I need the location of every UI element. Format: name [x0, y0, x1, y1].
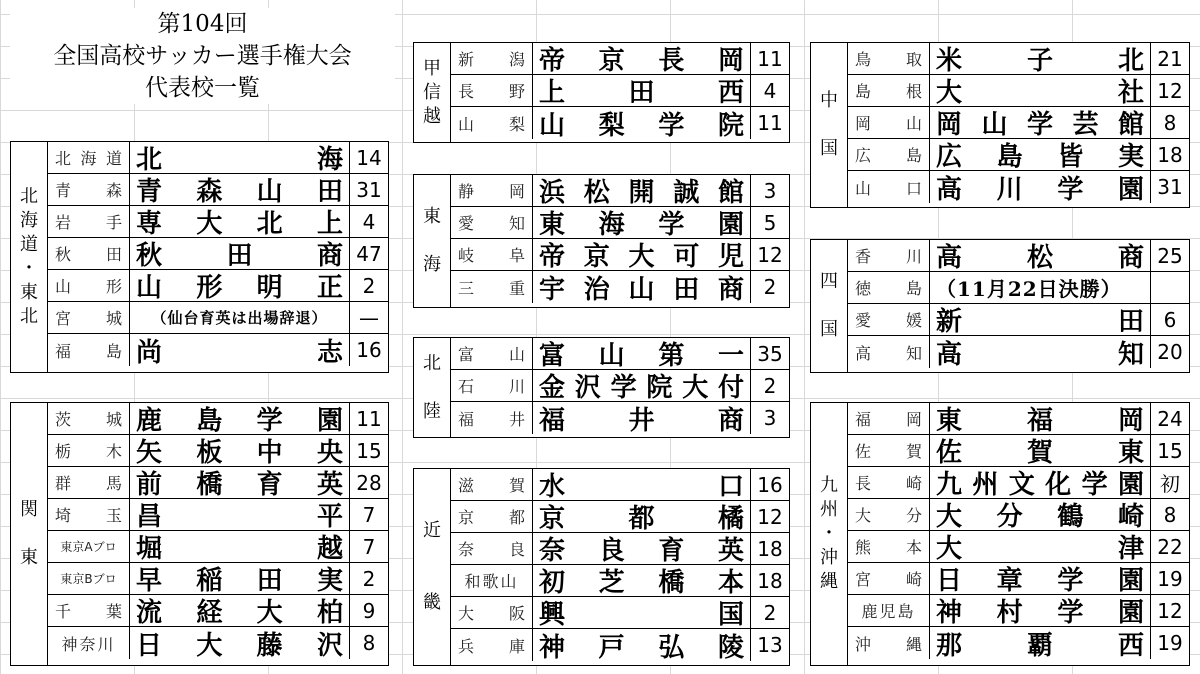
prefecture-cell: 京 都 — [451, 501, 533, 532]
school-name-cell: 京 都 橘 — [533, 501, 751, 532]
prefecture-cell: 佐 賀 — [848, 435, 930, 466]
prefecture-cell: 沖 縄 — [848, 627, 930, 659]
appearance-count-cell: 25 — [1157, 243, 1183, 268]
school-row — [451, 370, 789, 402]
school-name-cell: 東 海 学 園 — [533, 207, 751, 238]
prefecture-cell: 北 海 道 — [48, 142, 130, 173]
region-label-char: 陸 — [423, 400, 441, 422]
prefecture-cell: 長 崎 — [848, 467, 930, 498]
appearance-count-cell: 12 — [1157, 78, 1183, 103]
region-label-char: 信 — [423, 81, 441, 103]
school-name-cell: 水 口 — [533, 469, 751, 500]
appearance-count-cell: 3 — [763, 178, 777, 203]
prefecture-cell: 大 阪 — [451, 597, 533, 628]
appearance-count-cell: 24 — [1157, 406, 1183, 431]
school-name-cell: 広 島 皆 実 — [930, 139, 1151, 170]
school-row — [848, 403, 1189, 435]
appearance-count-cell: 12 — [1157, 598, 1183, 623]
prefecture-cell: 大 分 — [848, 499, 930, 530]
school-row — [848, 531, 1189, 563]
school-name-cell: 山 梨 学 院 — [533, 107, 751, 139]
appearance-count-cell: 13 — [757, 633, 783, 657]
school-row — [451, 469, 789, 501]
school-name-cell: 浜 松 開 誠 館 — [533, 175, 751, 206]
prefecture-cell: 鳥 取 — [848, 43, 930, 74]
appearance-count-cell: 15 — [356, 438, 382, 463]
school-name-cell: 帝 京 大 可 児 — [533, 239, 751, 270]
prefecture-cell: 広 島 — [848, 139, 930, 170]
region-label — [414, 43, 451, 142]
school-row — [848, 304, 1189, 336]
prefecture-cell: 静 岡 — [451, 175, 533, 206]
school-row — [848, 75, 1189, 107]
appearance-count-cell: 18 — [757, 568, 783, 593]
appearance-count-cell: 31 — [1157, 175, 1183, 199]
school-row — [451, 75, 789, 107]
region-label-char: 畿 — [423, 592, 441, 613]
region-label-char: 中 — [820, 90, 838, 111]
school-name-cell: 岡 山 学 芸 館 — [930, 107, 1151, 138]
school-name-cell: 神 戸 弘 陵 — [533, 629, 751, 661]
school-row — [451, 533, 789, 565]
school-row — [48, 174, 388, 206]
prefecture-cell: 愛 知 — [451, 207, 533, 238]
prefecture-cell: 兵 庫 — [451, 629, 533, 661]
school-name-cell: 奈 良 育 英 — [533, 533, 751, 564]
prefecture-cell: 新 潟 — [451, 43, 533, 74]
region-label-char: 東 — [423, 206, 441, 227]
prefecture-cell: 山 梨 — [451, 107, 533, 139]
region-label — [811, 240, 848, 372]
school-row — [848, 171, 1189, 203]
region-chugoku — [810, 42, 1190, 208]
region-label-char — [826, 113, 832, 137]
prefecture-cell: 鹿児島 — [848, 595, 930, 626]
page-title — [10, 8, 395, 104]
prefecture-cell: 栃 木 — [48, 435, 130, 466]
school-row — [48, 435, 388, 467]
region-koshinetsu — [413, 42, 790, 143]
school-row — [451, 107, 789, 139]
school-row — [451, 175, 789, 207]
region-label — [11, 142, 48, 372]
prefecture-cell: 石 川 — [451, 370, 533, 401]
school-name-cell: 高 松 商 — [930, 240, 1151, 271]
region-label — [414, 469, 451, 665]
school-name-cell: 東 福 岡 — [930, 403, 1151, 434]
appearance-count-cell: 2 — [362, 566, 376, 591]
prefecture-cell: 高 知 — [848, 336, 930, 368]
appearance-count-cell: 8 — [1163, 110, 1177, 135]
prefecture-cell: 岐 阜 — [451, 239, 533, 270]
prefecture-cell: 徳 島 — [848, 272, 930, 303]
region-label-char — [429, 567, 435, 591]
school-name-cell: 高 川 学 園 — [930, 171, 1151, 203]
prefecture-cell: 宮 崎 — [848, 563, 930, 594]
school-row — [848, 139, 1189, 171]
region-label-char: 沖 — [820, 547, 838, 568]
prefecture-cell: 三 重 — [451, 271, 533, 303]
school-name-cell: 那 覇 西 — [930, 627, 1151, 659]
appearance-count-cell: 8 — [362, 631, 376, 655]
prefecture-cell: 熊 本 — [848, 531, 930, 562]
region-label-char — [429, 229, 435, 253]
appearance-count-cell — [1151, 272, 1189, 303]
appearance-count-cell: 8 — [1163, 502, 1177, 527]
school-name-cell: 日 大 藤 沢 — [130, 627, 350, 659]
prefecture-cell: 山 口 — [848, 171, 930, 203]
region-label-char — [826, 294, 832, 318]
school-row — [48, 403, 388, 435]
appearance-count-cell: 4 — [362, 209, 376, 234]
school-name-cell: 大 分 鶴 崎 — [930, 499, 1151, 530]
school-name-cell: 高 知 — [930, 336, 1151, 368]
school-name-cell: 大 津 — [930, 531, 1151, 562]
region-label-char: 四 — [820, 271, 838, 292]
appearance-count-cell: 12 — [757, 504, 783, 529]
school-row — [48, 563, 388, 595]
region-label-char: 甲 — [423, 57, 441, 79]
school-row — [451, 565, 789, 597]
school-name-cell: 昌 平 — [130, 499, 350, 530]
region-kanto — [10, 402, 389, 666]
region-label-char: 縄 — [820, 571, 838, 592]
school-row — [451, 207, 789, 239]
region-label-char: 越 — [423, 105, 441, 127]
prefecture-cell: 群 馬 — [48, 467, 130, 498]
title-line-1: 第104回 — [157, 11, 248, 37]
school-row — [848, 627, 1189, 659]
region-label-char: 道 — [20, 234, 38, 255]
school-name-cell: 大 社 — [930, 75, 1151, 106]
school-name-cell: 矢 板 中 央 — [130, 435, 350, 466]
school-name-cell: 富 山 第 一 — [533, 338, 751, 369]
prefecture-cell: 宮 城 — [48, 302, 130, 333]
prefecture-cell: 和歌山 — [451, 565, 533, 596]
school-row — [848, 435, 1189, 467]
appearance-count-cell: 11 — [757, 111, 783, 135]
school-row — [848, 272, 1189, 304]
school-row — [848, 336, 1189, 368]
region-label — [414, 175, 451, 307]
appearance-count-cell: 16 — [757, 472, 783, 497]
school-name-cell: 尚 志 — [130, 334, 350, 366]
appearance-count-cell: 15 — [1157, 438, 1183, 463]
appearance-count-cell: 2 — [763, 373, 777, 398]
title-line-3: 代表校一覧 — [145, 75, 260, 101]
region-label-char — [26, 522, 32, 546]
prefecture-cell: 青 森 — [48, 174, 130, 205]
title-line-2: 全国高校サッカー選手権大会 — [53, 43, 352, 69]
region-label — [11, 403, 48, 665]
appearance-count-cell: 7 — [362, 502, 376, 527]
school-row — [848, 240, 1189, 272]
school-name-cell: 帝 京 長 岡 — [533, 43, 751, 74]
region-label-char: 近 — [423, 520, 441, 541]
prefecture-cell: 埼 玉 — [48, 499, 130, 530]
region-label — [811, 403, 848, 665]
prefecture-cell: 富 山 — [451, 338, 533, 369]
appearance-count-cell: 2 — [362, 273, 376, 298]
region-label-char — [429, 543, 435, 567]
appearance-count-cell: 22 — [1157, 534, 1183, 559]
school-name-cell: 専 大 北 上 — [130, 206, 350, 237]
school-row — [451, 239, 789, 271]
school-name-cell: 秋 田 商 — [130, 238, 350, 269]
appearance-count-cell: 12 — [757, 242, 783, 267]
school-row — [451, 629, 789, 661]
school-row — [48, 270, 388, 302]
appearance-count-cell: 7 — [362, 534, 376, 559]
prefecture-cell: 福 井 — [451, 402, 533, 434]
school-name-cell: （仙台育英は出場辞退） — [130, 302, 350, 333]
school-row — [451, 402, 789, 434]
school-name-cell: 堀 越 — [130, 531, 350, 562]
appearance-count-cell: 35 — [757, 341, 783, 366]
prefecture-cell: 香 川 — [848, 240, 930, 271]
appearance-count-cell: 21 — [1157, 46, 1183, 71]
school-name-cell: 流 経 大 柏 — [130, 595, 350, 626]
prefecture-cell: 長 野 — [451, 75, 533, 106]
region-kinki — [413, 468, 790, 666]
school-row — [848, 563, 1189, 595]
region-label-char: 海 — [20, 210, 38, 231]
school-name-cell: 興 国 — [533, 597, 751, 628]
region-label-char: 九 — [820, 475, 838, 496]
prefecture-cell: 岩 手 — [48, 206, 130, 237]
appearance-count-cell: 5 — [763, 210, 777, 235]
school-row — [451, 597, 789, 629]
school-row — [451, 271, 789, 303]
school-row — [48, 142, 388, 174]
school-row — [48, 238, 388, 270]
prefecture-cell: 福 島 — [48, 334, 130, 366]
prefecture-cell: 愛 媛 — [848, 304, 930, 335]
school-name-cell: 鹿 島 学 園 — [130, 403, 350, 434]
region-label-char: 州 — [820, 499, 838, 520]
prefecture-cell: 東京Bブロ — [48, 563, 130, 594]
school-name-cell: 神 村 学 園 — [930, 595, 1151, 626]
appearance-count-cell: 14 — [356, 145, 382, 170]
school-row — [48, 595, 388, 627]
school-name-cell: 九 州 文 化 学 園 — [930, 467, 1151, 498]
appearance-count-cell: — — [359, 305, 379, 330]
school-row — [451, 43, 789, 75]
appearance-count-cell: 4 — [763, 78, 777, 103]
region-label-char: 北 — [423, 352, 441, 374]
region-label-char: 東 — [20, 282, 38, 303]
prefecture-cell: 奈 良 — [451, 533, 533, 564]
appearance-count-cell: 2 — [763, 600, 777, 625]
prefecture-cell: 茨 城 — [48, 403, 130, 434]
school-name-cell: 初 芝 橋 本 — [533, 565, 751, 596]
school-name-cell: 日 章 学 園 — [930, 563, 1151, 594]
school-row — [48, 467, 388, 499]
appearance-count-cell: 6 — [1163, 307, 1177, 332]
school-row — [451, 338, 789, 370]
school-name-cell: （11月22日決勝） — [930, 272, 1151, 303]
appearance-count-cell: 9 — [362, 598, 376, 623]
appearance-count-cell: 11 — [356, 406, 382, 431]
region-label-char: ・ — [820, 523, 838, 544]
school-name-cell: 宇 治 山 田 商 — [533, 271, 751, 303]
prefecture-cell: 滋 賀 — [451, 469, 533, 500]
region-label-char: 東 — [20, 547, 38, 568]
appearance-count-cell: 19 — [1157, 566, 1183, 591]
school-row — [848, 499, 1189, 531]
appearance-count-cell: 19 — [1157, 631, 1183, 655]
region-label-char — [429, 376, 435, 400]
school-name-cell: 早 稲 田 実 — [130, 563, 350, 594]
region-tokai — [413, 174, 790, 308]
school-name-cell: 前 橋 育 英 — [130, 467, 350, 498]
prefecture-cell: 千 葉 — [48, 595, 130, 626]
appearance-count-cell: 16 — [356, 338, 382, 362]
school-name-cell: 新 田 — [930, 304, 1151, 335]
prefecture-cell: 秋 田 — [48, 238, 130, 269]
appearance-count-cell: 47 — [356, 241, 382, 266]
region-label-char: 国 — [820, 319, 838, 340]
prefecture-cell: 岡 山 — [848, 107, 930, 138]
region-shikoku — [810, 239, 1190, 373]
appearance-count-cell: 11 — [757, 46, 783, 71]
prefecture-cell: 東京Aブロ — [48, 531, 130, 562]
region-label — [811, 43, 848, 207]
appearance-count-cell: 18 — [757, 536, 783, 561]
region-label — [414, 338, 451, 437]
school-row — [848, 467, 1189, 499]
school-name-cell: 金 沢 学 院 大 付 — [533, 370, 751, 401]
appearance-count-cell: 初 — [1160, 472, 1180, 496]
school-row — [848, 43, 1189, 75]
school-row — [48, 531, 388, 563]
school-name-cell: 米 子 北 — [930, 43, 1151, 74]
prefecture-cell: 福 岡 — [848, 403, 930, 434]
region-label-char: 海 — [423, 254, 441, 275]
region-kyushu-okinawa — [810, 402, 1190, 666]
school-name-cell: 佐 賀 東 — [930, 435, 1151, 466]
school-name-cell: 北 海 — [130, 142, 350, 173]
appearance-count-cell: 2 — [763, 275, 777, 299]
school-row — [48, 627, 388, 659]
school-row — [451, 501, 789, 533]
school-row — [848, 595, 1189, 627]
region-hokuriku — [413, 337, 790, 438]
appearance-count-cell: 31 — [356, 177, 382, 202]
region-hokkaido-tohoku — [10, 141, 389, 373]
appearance-count-cell: 18 — [1157, 142, 1183, 167]
school-row — [48, 499, 388, 531]
school-row — [48, 206, 388, 238]
appearance-count-cell: 3 — [763, 406, 777, 430]
prefecture-cell: 山 形 — [48, 270, 130, 301]
prefecture-cell: 神奈川 — [48, 627, 130, 659]
school-row — [48, 302, 388, 334]
region-label-char: ・ — [20, 258, 38, 279]
region-label-char: 北 — [20, 186, 38, 207]
school-name-cell: 青 森 山 田 — [130, 174, 350, 205]
school-name-cell: 福 井 商 — [533, 402, 751, 434]
prefecture-cell: 島 根 — [848, 75, 930, 106]
appearance-count-cell: 20 — [1157, 340, 1183, 364]
region-label-char: 国 — [820, 138, 838, 159]
school-name-cell: 山 形 明 正 — [130, 270, 350, 301]
region-label-char: 北 — [20, 306, 38, 327]
region-label-char: 関 — [20, 499, 38, 520]
school-name-cell: 上 田 西 — [533, 75, 751, 106]
school-row — [848, 107, 1189, 139]
school-row — [48, 334, 388, 366]
appearance-count-cell: 28 — [356, 470, 382, 495]
